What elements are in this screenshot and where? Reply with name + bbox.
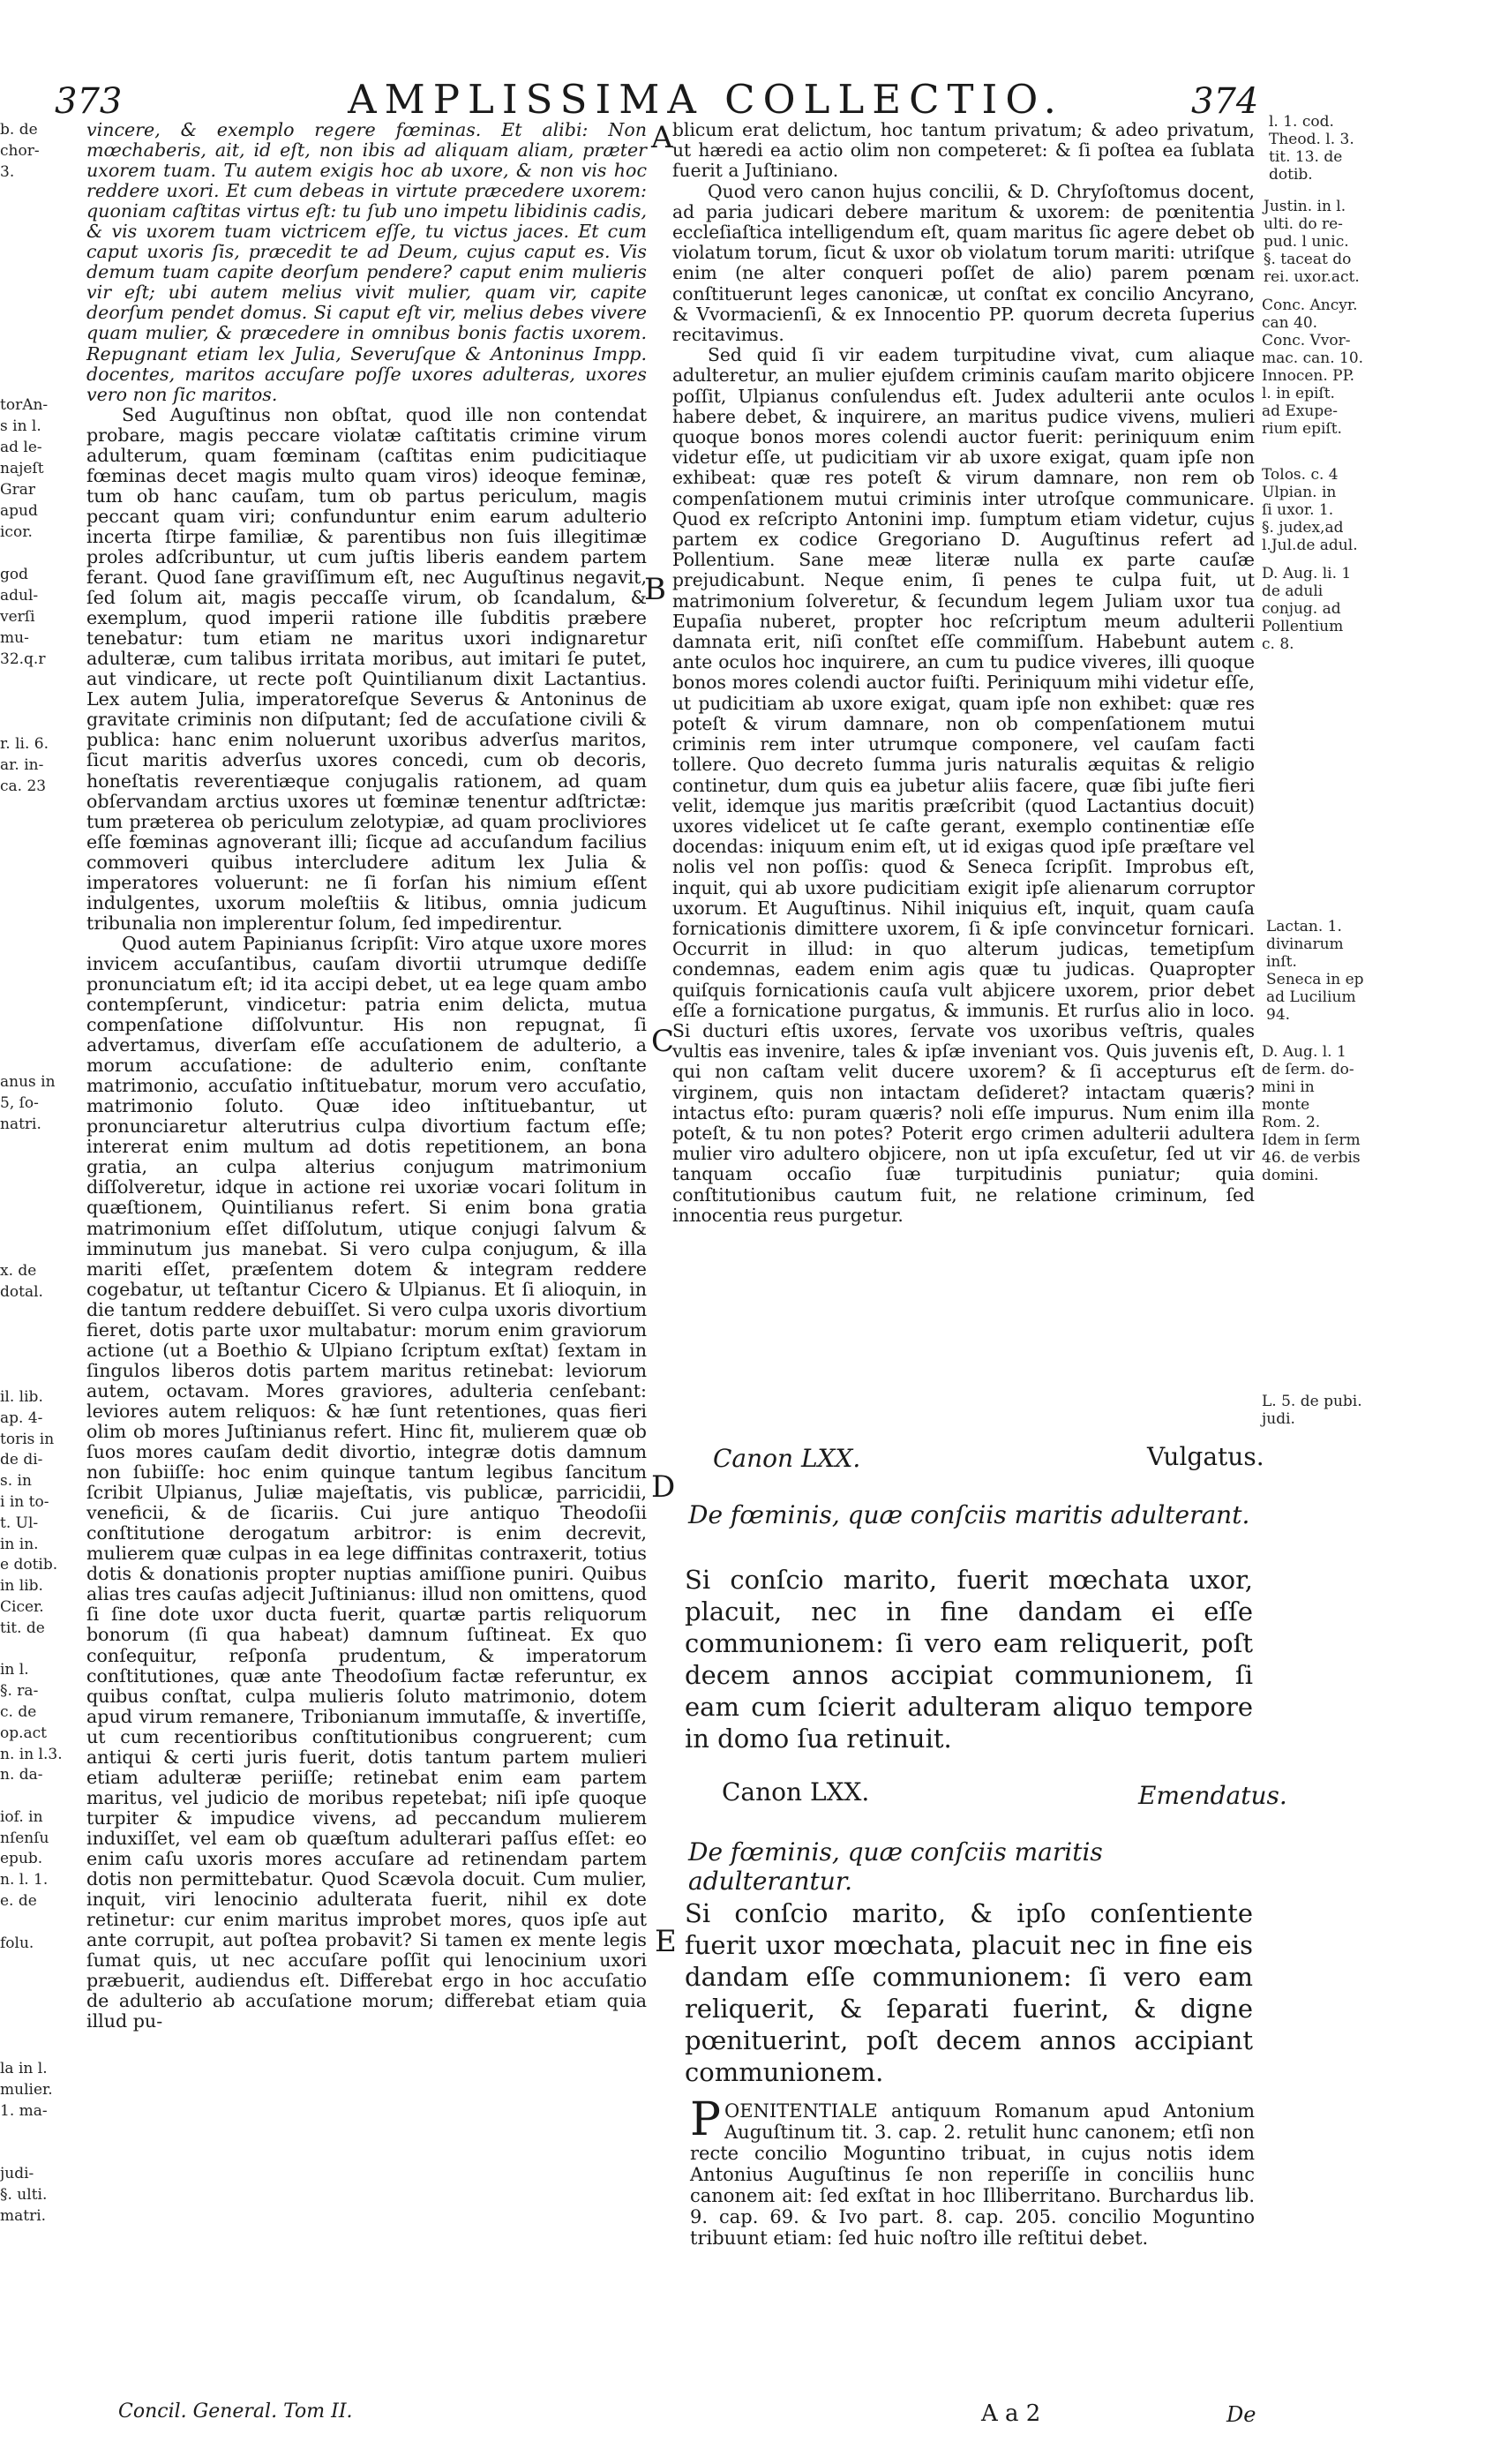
gutter-fragment: [0, 1156, 63, 1177]
gutter-fragment: ap. 4-: [0, 1409, 43, 1427]
gutter-fragment: b. de: [0, 121, 38, 139]
gutter-fragment: i in to-: [0, 1492, 49, 1511]
gutter-fragment: icor.: [0, 523, 33, 541]
gutter-fragment: [0, 331, 49, 352]
gutter-fragment: in lib.: [0, 1577, 43, 1596]
gutter-fragment: [0, 310, 49, 331]
gutter-fragment: s. in: [0, 1472, 32, 1491]
margin-note: Conc. Ancyr. can 40. Conc. Vvor- mac. can. 10. Innocen. PP. l. in epiſt. ad Exupe- rium epiſt.: [1262, 297, 1364, 438]
gutter-fragment: [0, 2017, 63, 2039]
margin-note: l. 1. cod. Theod. l. 3. tit. 13. de dotib.: [1269, 113, 1354, 184]
right-para-2: Quod vero canon hujus concilii, & D. Chryſoſtomus docent, ad paria judicari debere maritum & uxorem: de pœnitentia eccleſiaſtica intelligendum eſt, quam maritus ſic agere debet ob violatum torum, ſicut & uxor ob violatum torum mariti: utriſque enim (ne alter conqueri poſſet de alio) parem pœnam conſtituerunt leges canonicæ, ut conſtat ex concilio Ancyrano, & Vvormacienſi, & ex Innocentio PP. quorum decreta ſuperius recitavimus.: [672, 180, 1255, 346]
gutter-fragments-top: [0, 119, 49, 797]
right-para-3: Sed quid ſi vir eadem turpitudine vivat, cum aliaque adulteretur, an mulier ejuſdem criminis cauſam marito objicere poſſit, Ulpianus conſulendus eſt. Judex adulterii ante oculos habere debet, & inquirere, an maritus pudice vivens, mulieri quoque bonos mores colendi auctor fuerit: periniquum enim videtur eſſe, ut pudicitiam vir ab uxore exigat, quam ipſe non exhibeat: quæ res poteſt & virum damnare, non rem ob compenſationem mutui criminis inter utroſque communicare. Quod ex reſcripto Antonini imp. ſumptum etiam videtur, cujus partem ex codice Gregoriano D. Auguſtinus refert ad Pollentium. Sane meæ literæ nulla ex parte cauſæ prejudicabunt. Neque enim, ſi penes te culpa fuit, ut matrimonium ſolveretur, & ſecundum legem Juliam uxor tua Eupaſia nuberet, propter hoc reſcriptum meum adulterii damnata erit, niſi conſtet eſſe commiſſum. Habebunt autem ante oculos hoc inquirere, an cum tu pudice viveres, illi quoque bonos mores colendi auctor fuiſti. Periniquum mihi videtur eſſe, ut pudicitiam ab uxore exigat, quam ipſe non exhibet: quæ res poteſt & virum damnare, non ob compenſationem mutui criminis rem inter utrumque componere, vel cauſam facti tollere. Quo decreto ſumma juris naturalis æquitas & religio continetur, dum quis ea jubetur aliis facere, quæ ſibi juſte fieri velit, idemque jus maritis præſcribit (quod Lactantius docuit) uxores videlicet ut ſe caſte gerant, exemplo continentiæ eſſe docendas: iniquum enim eſt, ut id exigas quod ipſe præſtare vel nolis vel non poſſis: quod & Seneca ſcripſit. Improbus eſt, inquit, qui ab uxore pudicitiam exigit ipſe alienarum corruptor uxorum. Et Auguſtinus. Nihil iniquius eſt, inquit, quam cauſa fornicationis dimittere uxorem, ſi & ipſe convincetur fornicari. Occurrit in illud: in quo alterum judicas, temetipſum condemnas, eadem enim agis quæ tu judicas. Quapropter quiſquis fornicationis cauſa vult abjicere uxorem, prior debet eſſe a fornicatione purgatus, & immunis. Et rurſus alio in loco. Si ducturi eſtis uxores, ſervate vos uxoribus veſtris, quales vultis eas invenire, tales & ipſæ inveniant vos. Quis juvenis eſt, qui non caſtam velit ducere uxorem? & ſi accepturus eſt virginem, quis non intactam deſideret? intactam quæris? intactus eſto: puram quæris? noli eſſe impurus. Num enim illa poteſt, & tu non potes? Poterit ergo crimen adulterii adultera mulier viro adultero objicere, non ut ipſa excuſetur, ſed ut vir tanquam occaſio ſuæ turpitudinis puniatur; quia conſtitutionibus cautum fuit, ne relatione criminum, ſed innocentia reus purgetur.: [672, 344, 1255, 1226]
canon-vulgatus-label: Canon LXX.: [713, 1444, 861, 1473]
gutter-fragment: toris in: [0, 1430, 55, 1448]
canon-emendatus-text: Si conſcio marito, & ipſo conſentiente fuerit uxor mœchata, placuit nec in fine eis dandam eſſe communionem: ſi vero eam reliquerit, & ſeparati fuerint, & digne pœnituerint, poſt decem annos accipiant communionem.: [685, 1898, 1253, 2087]
gutter-fragment: in in.: [0, 1535, 39, 1553]
canon-emendatus-label: Canon LXX.: [722, 1777, 870, 1807]
left-column: [86, 120, 647, 2032]
gutter-fragment: epub.: [0, 1850, 43, 1868]
gutter-fragment: in l.: [0, 1661, 29, 1679]
gutter-fragment: [0, 225, 49, 246]
gutter-fragment: [0, 2122, 63, 2144]
section-letter-c: C: [651, 1024, 675, 1059]
gutter-fragment: najeſt: [0, 460, 44, 477]
canon-vulgatus-title: De fœminis, quæ conſciis maritis adulterant.: [688, 1500, 1250, 1529]
gutter-fragment: mulier.: [0, 2081, 53, 2100]
gutter-fragment: apud: [0, 502, 38, 520]
gutter-fragment: Cicer.: [0, 1597, 44, 1616]
gutter-fragment: [0, 352, 49, 373]
left-para-1: vincere, & exemplo regere fœminas. Et alibi: Non mœchaberis, ait, id eſt, non ibis ad aliquam aliam, præter uxorem tuam. Tu autem exigis hoc ab uxore, & non vis hoc reddere uxori. Et cum debeas in virtute præcedere uxorem: quoniam caſtitas virtus eſt: tu ſub uno impetu libidinis cadis, & vis uxorem tuam victricem eſſe, tu victus jaces. Et cum caput uxoris ſis, præcedit te ad Deum, cujus caput es. Vis demum tuam capite deorſum pendere? caput enim mulieris vir eſt; ubi autem melius vivit mulier, quam vir, capite deorſum pendet domus. Si caput eſt vir, melius debes vivere quam mulier, & præcedere in omnibus bonis factis uxorem. Repugnant etiam lex Julia, Severuſque & Antoninus Impp. docentes, maritos accuſare poſſe uxores adulteras, uxores vero non ſic maritos.: [86, 119, 647, 405]
gutter-fragment: [0, 1177, 63, 1198]
gutter-fragment: 1. ma-: [0, 2102, 48, 2121]
margin-note: L. 5. de pubi. judi.: [1262, 1393, 1362, 1428]
gutter-fragment: judi-: [0, 2165, 34, 2183]
gutter-fragment: [0, 1198, 63, 1220]
canon-vulgatus-text: Si conſcio marito, fuerit mœchata uxor, placuit, nec in fine dandam ei eſſe communionem: ſi vero eam reliquerit, poſt decem annos accipiat communionem, ſi eam cum ſcierit adulteram aliquo tempore in domo ſua retinuit.: [685, 1565, 1253, 1754]
canon-emendatus-title: De fœminis, quæ conſciis maritis adulterantur.: [688, 1837, 1103, 1896]
gutter-fragment: §. ra-: [0, 1682, 39, 1701]
gutter-fragment: [0, 1786, 63, 1807]
gutter-fragment: [0, 1220, 63, 1241]
gutter-fragment: §. ulti.: [0, 2186, 48, 2205]
gutter-fragment: [0, 2144, 63, 2165]
gutter-fragment: [0, 1912, 63, 1934]
gutter-fragment: e dotib.: [0, 1556, 58, 1574]
gutter-fragment: god: [0, 566, 28, 583]
margin-note: D. Aug. l. 1 de ſerm. do- mini in monte Rom. 2. Idem in ſerm 46. de verbis domini.: [1262, 1043, 1361, 1184]
gutter-fragment: [0, 1975, 63, 1996]
gutter-fragment: r. li. 6.: [0, 735, 49, 753]
gutter-fragment: adul-: [0, 587, 39, 605]
gutter-fragment: 3.: [0, 163, 15, 181]
gutter-fragment: [0, 691, 49, 712]
section-letter-a: A: [651, 120, 673, 155]
poenitentiale-note: [690, 2093, 1255, 2249]
canon-vulgatus-tag: Vulgatus.: [1147, 1442, 1264, 1471]
gutter-fragment: torAn-: [0, 396, 49, 414]
gutter-fragment: [0, 2039, 63, 2060]
gutter-fragment: [0, 543, 49, 564]
right-para-1: blicum erat delictum, hoc tantum privatum; & adeo privatum, ut hæredi ea actio olim non competeret: & ſi poſtea ea ſublata fuerit a Juſtiniano.: [672, 119, 1255, 182]
gutter-fragment: anus in: [0, 1073, 56, 1091]
gutter-fragment: matri.: [0, 2207, 47, 2226]
gutter-fragment: [0, 1325, 63, 1346]
gutter-fragment: mu-: [0, 629, 29, 647]
gutter-fragment: de di-: [0, 1451, 43, 1469]
gutter-fragment: il. lib.: [0, 1387, 43, 1406]
gutter-fragment: dotal.: [0, 1282, 43, 1301]
gutter-fragment: e. de: [0, 1892, 37, 1911]
margin-note: Lactan. 1. divinarum inſt. Seneca in ep ad Lucilium 94.: [1266, 918, 1364, 1024]
gutter-fragment: [0, 373, 49, 394]
gutter-fragment: [0, 712, 49, 733]
right-column: [672, 120, 1255, 1226]
gutter-fragment: s in l.: [0, 417, 41, 435]
gutter-fragment: [0, 267, 49, 289]
gutter-fragment: tit. de: [0, 1619, 45, 1637]
gutter-fragment: [0, 204, 49, 225]
section-letter-d: D: [651, 1469, 676, 1505]
gutter-fragment: n. l. 1.: [0, 1871, 49, 1889]
gutter-fragment: [0, 1366, 63, 1387]
gutter-fragment: ca. 23: [0, 778, 47, 795]
margin-note: D. Aug. li. 1 de aduli conjug. ad Pollentium c. 8.: [1262, 565, 1352, 653]
left-page-number: 373: [55, 81, 123, 122]
left-para-2: Sed Auguſtinus non obſtat, quod ille non contendat probare, magis peccare violatæ caſtitatis crimine virum adulterum, quam fœminam (caſtitas enim pudicitiaque fœminas decet magis multo quam viros) ideoque feminæ, tum ob hanc cauſam, tum ob partus periculum, magis peccant quam viri; confunduntur enim earum adulterio incerta ſtirpe familiæ, & parentibus non ſuis illegitimæ proles adſcribuntur, ut cum juſtis liberis eandem partem ferant. Quod ſane graviſſimum eſt, nec Auguſtinus negavit, ſed ſolum ait, magis peccaſſe virum, ob ſcandalum, & exemplum, quod imperii ratione ille ſubditis præbere tenebatur: tum etiam ne maritus uxori indignaretur adulteræ, cum talibus irritata moribus, aut imitari ſe putet, aut vindicare, ut recte poſt Quintilianum dixit Lactantius. Lex autem Julia, imperatoreſque Severus & Antoninus de gravitate criminis non diſputant; ſed de accuſatione civili & publica: hanc enim noluerunt uxoribus adverſus maritos, ſicut maritis adverſus uxores concedi, cum ob decoris, honeſtatis reverentiæque conjugalis rationem, ad quam obſervandam arctius uxores ut fœminæ tenentur adſtrictæ: tum præterea ob periculum zelotypiæ, ad quam procliviores eſſe fœminas agnoverant illi; ſicque ad accuſandum facilius commoveri quibus intercludere aditum lex Julia & imperatores voluerunt: ne ſi forſan his nimium eſſent indulgentes, uxorum moleſtiis & litibus, omnia judicum tribunalia non implerentur ſolum, ſed impedirentur.: [86, 403, 647, 934]
gutter-fragment: [0, 246, 49, 267]
catchword: De: [1226, 2402, 1256, 2427]
gutter-fragment: Grar: [0, 481, 35, 499]
gutter-fragment: x. de: [0, 1262, 37, 1281]
gutter-fragment: folu.: [0, 1934, 34, 1952]
gutter-fragment: [0, 1303, 63, 1325]
gutter-fragment: n. in l.3.: [0, 1745, 63, 1763]
gutter-fragment: natri.: [0, 1115, 41, 1133]
left-para-3: Quod autem Papinianus ſcripſit: Viro atque uxore mores invicem accuſantibus, cauſam divortii utrumque dediſſe pronunciatum eſt; id ita accipi debet, ut ea lege quam ambo contempſerunt, vindicetur: patria enim delicta, mutua compenſatione diſſolvuntur. His non repugnat, ſi advertamus, diverſam eſſe accuſationem de adulterio, a morum accuſatione: de adulterio enim, conſtante matrimonio, accuſatio inſtituebatur, morum vero accuſatio, matrimonio ſoluto. Quæ ideo inſtituebantur, ut pronunciaretur alterutrius culpa divortium factum eſſe; intererat enim multum ad dotis repetitionem, an bona gratia, an culpa alterius conjugum matrimonium diſſolveretur, idque in actione rei uxoriæ vocari ſolitum in quæſtionem, Quintilianus refert. Si enim bona gratia matrimonium eſſet diſſolutum, utique conjugi ſalvum & imminutum jus manebat. Si vero culpa conjugum, & illa mariti eſſet, præſentem dotem & integram reddere cogebatur, ut teſtantur Cicero & Ulpianus. Et ſi alioquin, in die tantum reddere debuiſſet. Si vero culpa uxoris divortium fieret, dotis parte uxor multabatur: morum enim graviorum actione (ut a Boethio & Ulpiano ſcriptum exſtat) ſextam in ſingulos liberos dotis partem maritus retinebat: leviorum autem, octavam. Mores graviores, adulteria cenſebant: leviores autem reliquos: & hæ ſunt retentiones, quas fieri olim ob mores Juſtinianus refert. Hinc fit, mulierem quæ ob ſuos mores cauſam dedit divortio, integræ dotis damnum non ſubiiſſe: hoc enim quinque tantum legibus ſancitum ſcribit Ulpianus, Juliæ majeſtatis, vis publicæ, parricidii, veneficii, & de ſicariis. Cui jure antiquo Theodoſii conſtitutione derogatum arbitror: is enim decrevit, mulierem quæ culpas in ea lege diffinitas contraxerit, totius dotis & donationis propter nuptias amiſſione puniri. Quibus alias tres cauſas adjecit Juſtinianus: illud non omittens, quod ſi ſine dote uxor ducta fuerit, quartæ partis reliquorum bonorum (ſi qua habeat) damnum ſuſtineat. Ex quo conſequitur, reſponſa prudentum, & imperatorum conſtitutiones, quæ ante Theodoſium factæ referuntur, ex quibus conſtat, culpa mulieris ſoluto matrimonio, dotem apud virum remanere, Tribonianum immutaſſe, & invertiſſe, ut cum recentioribus conſtitutionibus congruerent; cum antiqui & certi juris fuerit, dotis tantum partem mulieri etiam adulteræ periiſſe; retinebat enim eam partem maritus, vel judicio de moribus repetebat; niſi ipſe quoque turpiter & impudice vivens, ad peccandum mulierem induxiſſet, vel eam ob quæſtum adulterari paſſus eſſet: eo enim caſu uxoris mores accuſare ad retinendam partem dotis non permittebatur. Quod Scævola docuit. Cum mulier, inquit, viri lenocinio adulterata fuerit, nihil ex dote retinetur: cur enim maritus improbet mores, quos ipſe aut ante corrupit, aut poſtea probavit? Si tamen ex mente legis ſumat quis, ut nec accuſare poſſit qui lenocinium uxori præbuerit, audiendus eſt. Differebat ergo in hoc accuſatio de adulterio ab accuſatione morum; differebat etiam quia illud pu-: [86, 932, 647, 2032]
margin-note: Justin. in l. ulti. do re- pud. l unic. §. taceat do rei. uxor.act.: [1264, 198, 1360, 286]
canon-emendatus-tag: Emendatus.: [1138, 1781, 1287, 1810]
gutter-fragment: 32.q.r: [0, 650, 46, 668]
gutter-fragment: [0, 1640, 63, 1661]
gutter-fragment: ar. in-: [0, 756, 44, 774]
gutter-fragment: verſi: [0, 608, 35, 626]
signature-mark: A a 2: [981, 2400, 1041, 2427]
gutter-fragment: [0, 289, 49, 310]
gutter-fragment: 5, ſo-: [0, 1093, 39, 1112]
margin-note: Tolos. c. 4 Ulpian. in ſi uxor. 1. §. judex,ad l.Jul.de adul.: [1262, 466, 1358, 554]
poenitentiale-text: OENITENTIALE antiquum Romanum apud Antonium Auguſtinum tit. 3. cap. 2. retulit hunc canonem; etſi non recte concilio Moguntino tribuat, in cujus notis idem Antonius Auguſtinus ſe non reperiſſe in conciliis hunc canonem ait: ſed exſtat in hoc Illiberritano. Burchardus lib. 9. cap. 69. & Ivo part. 8. cap. 205. concilio Moguntino tribuunt etiam: ſed huic noſtro ille reſtitui debet.: [690, 2100, 1255, 2249]
gutter-fragment: [0, 1135, 63, 1156]
gutter-fragment: nſenſu: [0, 1829, 49, 1847]
gutter-fragment: iof. in: [0, 1807, 43, 1826]
right-page-number: 374: [1191, 81, 1259, 122]
gutter-fragment: ad le-: [0, 439, 42, 456]
gutter-fragment: n. da-: [0, 1766, 43, 1784]
gutter-fragment: t. Ul-: [0, 1514, 39, 1532]
gutter-fragment: [0, 1996, 63, 2017]
gutter-fragment: chor-: [0, 142, 40, 160]
gutter-fragment: [0, 1240, 63, 1261]
gutter-fragments-bottom: [0, 1072, 63, 2227]
section-letter-e: E: [655, 1924, 677, 1959]
gutter-fragment: [0, 1954, 63, 1975]
gutter-fragment: [0, 183, 49, 204]
dropcap: P: [690, 2093, 721, 2146]
gutter-fragment: [0, 670, 49, 691]
section-letter-b: B: [644, 572, 666, 607]
gutter-fragment: [0, 1345, 63, 1366]
gutter-fragment: ор.асt: [0, 1724, 48, 1742]
gutter-fragment: c. de: [0, 1702, 37, 1721]
gutter-fragment: la in l.: [0, 2060, 48, 2078]
running-title: AMPLISSIMA COLLECTIO.: [348, 76, 1064, 123]
footer-volume: Concil. General. Tom II.: [118, 2400, 353, 2423]
